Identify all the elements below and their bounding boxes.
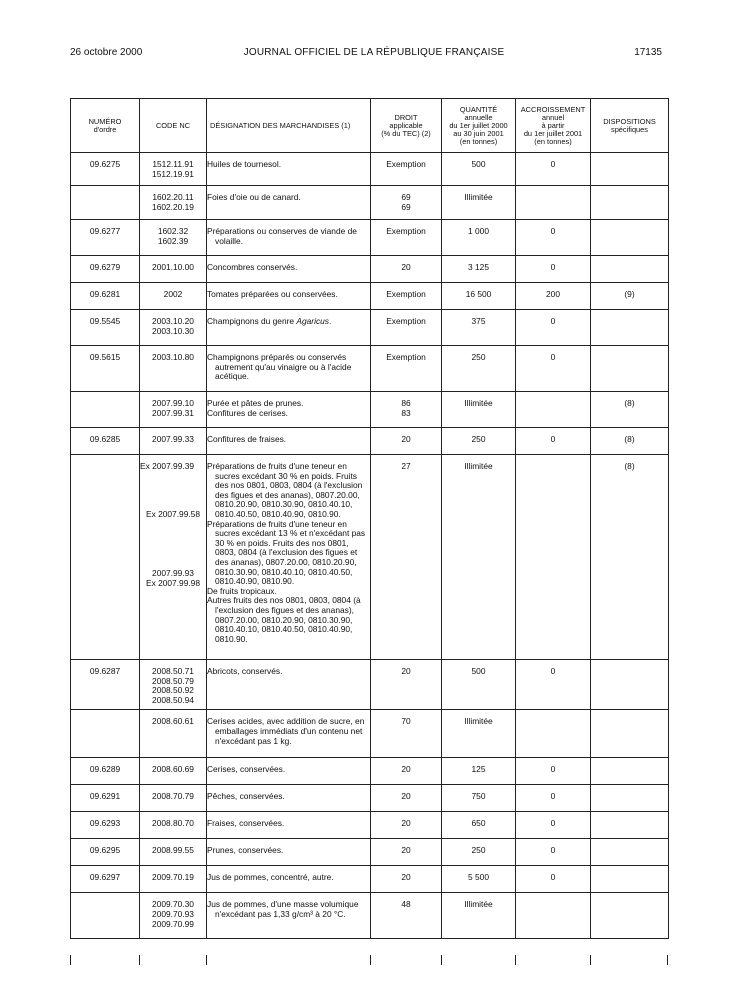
designation-cell [207,455,371,660]
code-nc: 2003.10.80 [152,352,194,362]
quantite-cell: 250 [442,346,516,392]
header-line: ACCROISSEMENT [520,104,586,114]
designation-cell [207,283,371,310]
code-nc: 2009.70.99 [152,918,194,929]
droit-cell [371,785,442,812]
designation-text: Confitures de cerises. [207,407,288,418]
quantite-cell: Illimitée [442,186,516,220]
designation-text: Préparations de fruits d'une teneur en sucres excédant 13 % et n'excédant pas 30 % en poids. Fruits des nos 0801, 0803, 0804 (à l'exclusion des figues et des ananas), 0807.20.00, 0810.20.90, 0810.30.90, 0810.40.10, 0810.40.50, 0810.40.90, 0810.90. [207,518,366,587]
header-designation [207,99,371,153]
designation-cell [207,812,371,839]
droit-value: 70 [401,716,411,727]
accroissement-cell [516,893,591,939]
droit-cell [371,392,442,428]
table-row [71,428,669,455]
header-line: (en tonnes) [459,136,498,146]
droit-value: 83 [401,407,411,418]
table-continuation [70,955,668,965]
code-nc: 1602.20.19 [152,201,194,212]
dispositions-cell [591,310,669,346]
code-nc: 2008.60.69 [152,764,194,775]
designation-cell [207,710,371,758]
code-cell [140,220,207,256]
designation-cell [207,660,371,710]
designation-cell [207,428,371,455]
code-nc: 2007.99.33 [152,434,194,444]
numero-cell [71,455,140,660]
droit-value: 27 [401,461,411,471]
designation-text: Concombres conservés. [207,262,298,272]
numero-cell [71,392,140,428]
code-cell [140,392,207,428]
code-cell [140,283,207,310]
code-cell [140,812,207,839]
table-row [71,758,669,785]
designation-text: Préparations de fruits d'une teneur en sucres excédant 30 % en poids. Fruits des nos 0801, 0803, 0804 (à l'exclusion des figues et des ananas), 0807.20.00, 0810.20.90, 0810.30.90, 0810.40.10, 0810.40.50, 0810.40.90, 0810.90. [207,461,363,519]
header-line: annuel [541,112,565,122]
code-nc: 2008.50.92 [152,685,194,696]
accroissement-cell [516,392,591,428]
droit-value: 69 [401,201,411,212]
designation-cell [207,392,371,428]
droit-value: 86 [401,398,411,408]
table-body [71,153,669,939]
dispositions-cell [591,256,669,283]
droit-cell [371,812,442,839]
code-nc: 2008.99.55 [152,845,194,856]
code-cell [140,893,207,939]
accroissement-cell [516,186,591,220]
table-row [71,660,669,710]
code-nc: Ex 2007.99.98 [145,577,201,588]
code-nc: 1602.39 [157,235,189,246]
code-nc: 2002 [163,289,183,299]
designation-cell [207,256,371,283]
accroissement-cell: 0 [516,812,591,839]
code-nc: 2008.50.94 [152,694,194,705]
header-line: NUMÉRO [88,116,122,126]
dispositions-cell: (8) [591,392,669,428]
numero-cell: 09.6279 [71,256,140,283]
table-row [71,346,669,392]
table-row [71,812,669,839]
table-row [71,220,669,256]
code-nc: 1512.19.91 [152,168,194,179]
numero-cell: 09.6275 [71,153,140,186]
numero-cell: 09.5545 [71,310,140,346]
code-cell [140,758,207,785]
numero-cell: 09.6291 [71,785,140,812]
designation-cell [207,758,371,785]
code-cell [140,785,207,812]
droit-value: 20 [401,791,411,802]
dispositions-cell [591,758,669,785]
header-line: d'ordre [93,124,117,134]
header-line: DROIT [394,112,418,122]
code-nc: 1602.32 [157,226,189,236]
table-row [71,710,669,758]
table-row [71,455,669,660]
designation-text: Huiles de tournesol. [207,159,282,169]
table-row [71,256,669,283]
numero-cell: 09.6295 [71,839,140,866]
header-line: du 1er juillet 2000 [449,120,508,130]
header-droit [371,99,442,153]
designation-cell [207,785,371,812]
designation-text: Jus de pommes, d'une masse volumique n'excédant pas 1,33 g/cm³ à 20 °C. [207,899,359,919]
quantite-cell: 375 [442,310,516,346]
code-nc: 2008.50.71 [152,666,194,676]
numero-cell [71,710,140,758]
code-nc: 2003.10.30 [152,325,194,336]
droit-value: Exemption [386,159,426,169]
droit-value: 48 [401,899,411,910]
quantite-cell: 16 500 [442,283,516,310]
code-nc: 2007.99.10 [152,398,194,408]
accroissement-cell: 0 [516,839,591,866]
header-line: applicable [389,120,423,130]
droit-value: Exemption [386,226,426,236]
code-nc: 2008.70.79 [152,791,194,802]
header-line: CODE NC [155,120,191,130]
accroissement-cell: 0 [516,428,591,455]
accroissement-cell: 0 [516,346,591,392]
code-cell [140,839,207,866]
droit-value: Exemption [386,289,426,299]
code-cell [140,710,207,758]
designation-cell [207,153,371,186]
quantite-cell: Illimitée [442,392,516,428]
designation-cell [207,893,371,939]
droit-value: Exemption [386,352,426,362]
droit-cell [371,839,442,866]
code-nc: Ex 2007.99.58 [145,508,201,519]
designation-text: Confitures de fraises. [207,434,287,444]
code-cell [140,310,207,346]
dispositions-cell: (8) [591,455,669,660]
droit-cell [371,710,442,758]
page-number: 17135 [634,47,662,58]
quantite-cell: 500 [442,660,516,710]
header-line: à partir [541,120,565,130]
dispositions-cell [591,812,669,839]
designation-cell [207,186,371,220]
numero-cell: 09.6281 [71,283,140,310]
droit-value: 69 [401,192,411,202]
accroissement-cell: 0 [516,220,591,256]
designation-cell [207,220,371,256]
designation-text: Champignons du genre Agaricus. [207,316,332,326]
numero-cell: 09.6297 [71,866,140,893]
code-cell [140,455,207,660]
droit-value: Exemption [386,316,426,326]
dispositions-cell [591,710,669,758]
designation-text: Champignons préparés ou conservés autrement qu'au vinaigre ou à l'acide acétique. [207,352,352,382]
droit-value: 20 [401,262,411,272]
dispositions-cell [591,893,669,939]
numero-cell [71,893,140,939]
journal-title: JOURNAL OFFICIEL DE LA RÉPUBLIQUE FRANÇAISE [243,47,505,58]
table-row [71,283,669,310]
designation-cell [207,839,371,866]
header-accroissement [516,99,591,153]
code-nc: 2009.70.19 [152,872,194,883]
droit-value: 20 [401,845,411,856]
designation-text: Préparations ou conserves de viande de volaille. [207,226,357,246]
code-cell [140,346,207,392]
droit-cell [371,893,442,939]
numero-cell: 09.6293 [71,812,140,839]
dispositions-cell [591,153,669,186]
dispositions-cell [591,660,669,710]
designation-text: Cerises, conservées. [207,764,286,775]
quantite-cell: 750 [442,785,516,812]
droit-cell [371,283,442,310]
designation-text: Foies d'oie ou de canard. [207,192,301,202]
quantite-cell: 125 [442,758,516,785]
header-line: au 30 juin 2001 [453,128,504,138]
dispositions-cell [591,220,669,256]
quantite-cell: 650 [442,812,516,839]
accroissement-cell: 0 [516,866,591,893]
designation-text: Fraises, conservées. [207,818,285,829]
code-cell [140,256,207,283]
table-row [71,153,669,186]
code-nc: 2008.80.70 [152,818,194,829]
quantite-cell: Illimitée [442,893,516,939]
accroissement-cell: 0 [516,256,591,283]
designation-cell [207,346,371,392]
designation-text: Pêches, conservées. [207,791,285,802]
header-line: du 1er juillet 2001 [523,128,583,138]
code-cell [140,186,207,220]
code-nc: 2007.99.31 [152,407,194,418]
code-nc: 2008.60.61 [152,716,194,727]
dispositions-cell: (9) [591,283,669,310]
header-line: QUANTITÉ [459,104,498,114]
designation-text: Abricots, conservés. [207,666,283,676]
code-cell [140,428,207,455]
quantite-cell: 5 500 [442,866,516,893]
header-line: (% du TEC) (2) [381,128,431,138]
designation-cell [207,866,371,893]
designation-text: Jus de pommes, concentré, autre. [207,872,334,883]
code-cell [140,866,207,893]
quantite-cell: 250 [442,839,516,866]
table-row [71,186,669,220]
code-nc: 2008.50.79 [152,675,194,686]
designation-cell [207,310,371,346]
code-nc: 2003.10.20 [152,316,194,326]
header-line: (en tonnes) [534,136,572,146]
code-nc: 2007.99.93 [152,568,194,579]
quantite-cell: Illimitée [442,455,516,660]
dispositions-cell [591,839,669,866]
droit-cell [371,866,442,893]
dispositions-cell: (8) [591,428,669,455]
numero-cell: 09.6277 [71,220,140,256]
code-nc: 2001.10.00 [152,262,194,272]
dispositions-cell [591,866,669,893]
accroissement-cell: 0 [516,785,591,812]
designation-text: Cerises acides, avec addition de sucre, en emballages immédiats d'un contenu net n'excédant pas 1 kg. [207,716,365,746]
droit-cell [371,660,442,710]
designation-text: Tomates préparées ou conservées. [207,289,338,299]
header-numero [71,99,140,153]
numero-cell: 09.6287 [71,660,140,710]
code-cell [140,153,207,186]
accroissement-cell [516,455,591,660]
accroissement-cell: 0 [516,660,591,710]
droit-cell [371,256,442,283]
droit-value: 20 [401,818,411,829]
table-row [71,866,669,893]
dispositions-cell [591,186,669,220]
droit-cell [371,186,442,220]
accroissement-cell: 200 [516,283,591,310]
publication-date: 26 octobre 2000 [70,47,143,58]
code-nc: 1512.11.91 [152,159,194,169]
designation-text: De fruits tropicaux. [207,585,277,596]
droit-value: 20 [401,764,411,775]
tariff-quota-table [70,98,669,939]
droit-cell [371,310,442,346]
numero-cell [71,186,140,220]
code-cell [140,660,207,710]
header-line: DÉSIGNATION DES MARCHANDISES (1) [210,120,351,130]
quantite-cell: 1 000 [442,220,516,256]
droit-cell [371,758,442,785]
table-row [71,392,669,428]
numero-cell: 09.6285 [71,428,140,455]
page-header [0,47,748,61]
designation-text: Purée et pâtes de prunes. [207,398,304,408]
accroissement-cell: 0 [516,758,591,785]
quantite-cell: 250 [442,428,516,455]
droit-value: 20 [401,872,411,883]
code-nc: Ex 2007.99.39 [140,461,195,471]
header-line: DISPOSITIONS [603,116,656,126]
dispositions-cell [591,785,669,812]
designation-text: Autres fruits des nos 0801, 0803, 0804 (à l'exclusion des figues et des ananas), 0807.20.00, 0810.20.90, 0810.30.90, 0810.40.10, 0810.40.50, 0810.40.90, 0810.90. [207,595,361,644]
droit-value: 20 [401,434,411,444]
table-row [71,785,669,812]
dispositions-cell [591,346,669,392]
droit-cell [371,346,442,392]
droit-cell [371,220,442,256]
header-line: spécifiques [611,124,648,134]
quantite-cell: 3 125 [442,256,516,283]
table-row [71,893,669,939]
header-dispositions [591,99,669,153]
header-line: annuelle [464,112,493,122]
numero-cell: 09.6289 [71,758,140,785]
accroissement-cell: 0 [516,153,591,186]
droit-cell [371,153,442,186]
quantite-cell: 500 [442,153,516,186]
droit-cell [371,455,442,660]
droit-cell [371,428,442,455]
table-row [71,839,669,866]
header-code [140,99,207,153]
header-quantite [442,99,516,153]
code-nc: 2009.70.93 [152,908,194,919]
accroissement-cell [516,710,591,758]
table-header-row [71,99,669,153]
designation-text: Prunes, conservées. [207,845,284,856]
code-nc: 1602.20.11 [152,192,194,202]
accroissement-cell: 0 [516,310,591,346]
droit-value: 20 [401,666,411,676]
numero-cell: 09.5615 [71,346,140,392]
table-row [71,310,669,346]
code-nc: 2009.70.30 [152,899,194,910]
quantite-cell: Illimitée [442,710,516,758]
